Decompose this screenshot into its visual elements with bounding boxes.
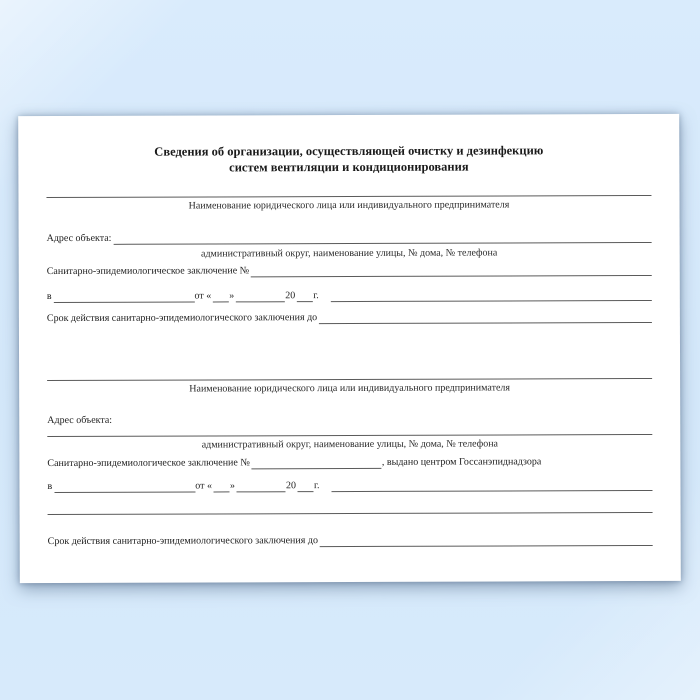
issued-in-label-1: в — [46, 291, 52, 303]
date-quote-close-1: » — [229, 290, 235, 302]
fill-line — [252, 456, 382, 469]
fill-line — [237, 479, 286, 492]
fill-line — [298, 479, 314, 492]
issued-date-row-1 — [47, 288, 652, 303]
form-sheet — [18, 114, 681, 583]
fill-line — [48, 500, 653, 515]
org-name-line-2 — [47, 366, 652, 381]
date-year-suffix-1: г. — [313, 290, 319, 302]
fill-line — [46, 183, 651, 198]
fill-line — [319, 310, 652, 324]
fill-line — [331, 478, 652, 492]
fill-line — [54, 290, 195, 303]
form-title-line2: систем вентиляции и кондиционирования — [229, 159, 469, 175]
address-label-1: Адрес объекта: — [46, 232, 112, 245]
date-year-prefix-1: 20 — [285, 290, 296, 302]
fill-line — [320, 533, 653, 547]
org-name-caption-2: Наименование юридического лица или индивидуального предпринимателя — [189, 382, 511, 395]
date-from-label-1: от « — [194, 290, 212, 302]
fill-line — [297, 289, 313, 302]
date-from-label-2: от « — [195, 480, 212, 492]
address-row-1 — [47, 230, 652, 245]
fill-line — [331, 288, 652, 302]
address-caption-1: административный округ, наименование улицы, № дома, № телефона — [200, 247, 498, 260]
date-year-prefix-2: 20 — [285, 480, 296, 492]
conclusion-label-1: Санитарно-эпидемиологическое заключение № — [46, 265, 250, 278]
validity-label-1: Срок действия санитарно-эпидемиологического заключения до — [46, 312, 318, 325]
conclusion-label-2: Санитарно-эпидемиологическое заключение № — [47, 457, 250, 470]
date-quote-close-2: » — [229, 480, 235, 492]
conclusion-row-1 — [47, 263, 652, 278]
validity-row-2 — [48, 533, 653, 548]
conclusion-row-2 — [47, 455, 652, 470]
address-caption-2: административный округ, наименование улицы, № дома, № телефона — [201, 438, 498, 451]
form-content — [46, 114, 653, 583]
issued-date-row-2 — [47, 478, 652, 493]
extra-line-2 — [48, 500, 653, 515]
address-label-2: Адрес объекта: — [47, 414, 113, 427]
fill-line — [251, 263, 652, 277]
fill-line — [236, 289, 285, 302]
org-name-line-1 — [46, 183, 651, 198]
fill-line — [47, 366, 652, 381]
issued-in-label-2: в — [47, 481, 53, 493]
fill-line — [213, 289, 229, 302]
validity-row-1 — [47, 310, 652, 325]
fill-line — [47, 422, 652, 437]
issued-by-suffix-2: , выдано центром Госсанэпиднадзора — [381, 456, 542, 468]
fill-line — [214, 479, 230, 492]
fill-line — [113, 230, 651, 245]
form-title — [46, 142, 651, 176]
address-line-2 — [47, 422, 652, 437]
fill-line — [54, 480, 195, 493]
form-title-line1: Сведения об организации, осуществляющей очистку и дезинфекцию — [154, 143, 544, 159]
validity-label-2: Срок действия санитарно-эпидемиологического заключения до — [47, 535, 318, 548]
org-name-caption-1: Наименование юридического лица или индивидуального предпринимателя — [188, 199, 510, 212]
date-year-suffix-2: г. — [313, 480, 320, 492]
